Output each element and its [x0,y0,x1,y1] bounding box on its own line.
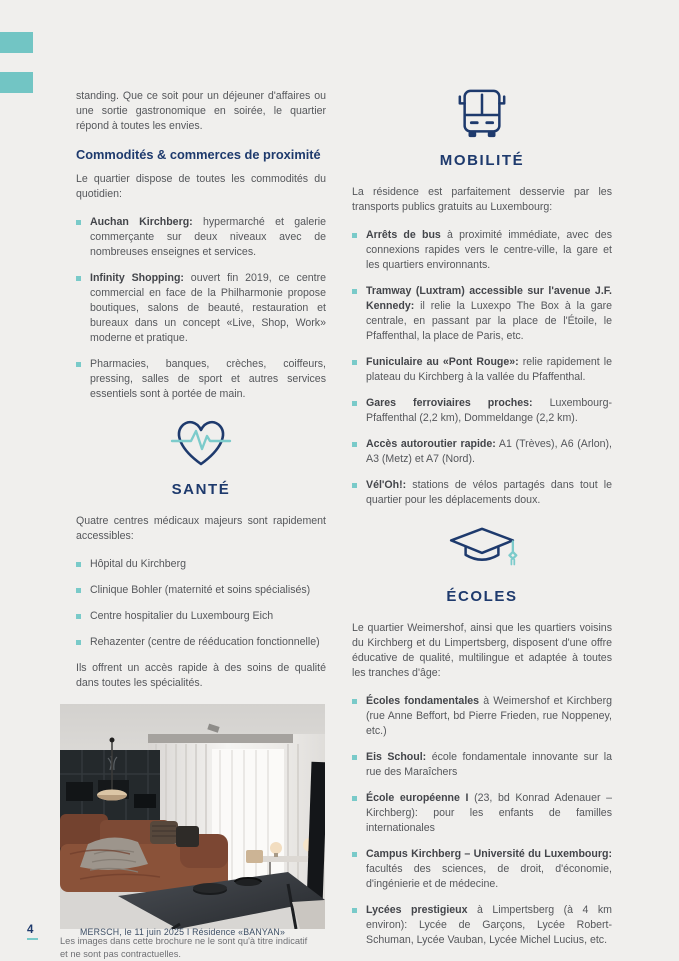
list-item [352,694,612,739]
list-item-bold-lead: Eis Schoul: [366,751,427,763]
list-item-bold-lead: Accès autoroutier rapide: [366,438,496,450]
page-number: 4 [27,924,38,940]
list-item-text: Funiculaire au «Pont Rouge»: relie rapidement le plateau du Kirchberg à la vallée du Pfaffenthal. [366,356,612,383]
intro-paragraph: standing. Que ce soit pour un déjeuner d'affaires ou une sortie gastronomique en soirée, le quartier répond à toutes les envies. [76,90,326,132]
bullet-square-icon [352,755,357,760]
bus-icon [453,88,511,142]
list-item-bold-lead: Infinity Shopping: [90,272,184,284]
list-item-text: Accès autoroutier rapide: A1 (Trèves), A6 (Arlon), A3 (Metz) et A7 (Nord). [366,438,612,465]
list-item-text: Clinique Bohler (maternité et soins spécialisés) [90,584,311,596]
sante-bullet-list [76,557,326,650]
list-item-text: Eis Schoul: école fondamentale innovante sur la rue des Maraîchers [366,751,612,778]
bullet-square-icon [76,276,81,281]
list-item-bold-lead: Vél'Oh!: [366,479,407,491]
left-column [60,0,327,961]
list-item [76,609,326,624]
list-item [76,583,326,598]
list-item [76,215,326,260]
list-item [352,750,612,780]
bullet-square-icon [352,796,357,801]
bullet-square-icon [352,483,357,488]
list-item-bold-lead: Arrêts de bus [366,229,441,241]
list-item-bold-lead: Funiculaire au «Pont Rouge»: [366,356,519,368]
heart-pulse-icon [168,413,234,471]
list-item-text: Centre hospitalier du Luxembourg Eich [90,610,274,622]
bullet-square-icon [76,562,81,567]
ecoles-bullet-list [352,694,612,948]
list-item-text: Arrêts de bus à proximité immédiate, avec des connexions rapides vers le centre-ville, la gare et les quartiers environnants. [366,229,612,271]
bullet-square-icon [76,614,81,619]
bullet-square-icon [352,401,357,406]
list-item [352,437,612,467]
bullet-square-icon [76,220,81,225]
commodites-intro: Le quartier dispose de toutes les commodités du quotidien: [76,173,326,200]
list-item [352,847,612,892]
bullet-square-icon [352,233,357,238]
right-column [352,0,612,959]
list-item-text: Campus Kirchberg – Université du Luxembourg: facultés des sciences, de droit, d'économie, d'ingénierie et de médecine. [366,848,612,890]
list-item-bold-lead: Écoles fondamentales [366,695,480,707]
list-item [352,396,612,426]
ecoles-intro: Le quartier Weimershof, ainsi que les quartiers voisins du Kirchberg et du Limpertsberg, disposent d'une offre éducative de qualité, multilingue et adaptée à toutes les tranches d'âge: [352,622,612,679]
bullet-square-icon [352,289,357,294]
ecoles-icon-wrap [352,524,612,578]
sante-title: SANTÉ [171,481,231,498]
graduation-cap-icon [445,524,519,578]
bullet-square-icon [352,908,357,913]
list-item-text: Pharmacies, banques, crèches, coiffeurs, pressing, salles de sport et autres services essentiels sont à portée de main. [90,358,326,400]
bullet-square-icon [352,852,357,857]
bullet-square-icon [76,362,81,367]
list-item-bold-lead: Gares ferroviaires proches: [366,397,533,409]
list-item [352,791,612,836]
sante-outro: Ils offrent un accès rapide à des soins de qualité dans toutes les spécialités. [76,662,326,689]
list-item [352,478,612,508]
list-item-text: Hôpital du Kirchberg [90,558,186,570]
list-item [76,271,326,346]
list-item-text: École européenne I (23, bd Konrad Adenauer – Kirchberg): pour les enfants de familles internationales [366,792,612,834]
list-item-text: Lycées prestigieux à Limpertsberg (à 4 km environ): Lycée de Garçons, Lycée Robert-Schuman, Lycée Vauban, Lycée Michel Lucius, etc. [366,904,613,946]
sante-icon-wrap [76,413,326,471]
mobilite-title: MOBILITÉ [439,152,525,169]
list-item [352,284,612,344]
footer-text: MERSCH, le 11 juin 2025 I Résidence «BANYAN» [80,927,286,937]
list-item-text: Écoles fondamentales à Weimershof et Kirchberg (rue Anne Beffort, bd Pierre Frieden, rue Noppeney, etc.) [366,695,612,737]
list-item-text: Tramway (Luxtram) accessible sur l'avenue J.F. Kennedy: il relie la Luxexpo The Box à la gare centrale, en passant par la place de l'Étoile, le Pfaffenthal, la place de Paris, etc. [366,285,612,342]
list-item [352,355,612,385]
bullet-square-icon [76,588,81,593]
list-item [76,357,326,402]
photo-caption: Les images dans cette brochure ne le sont qu'à titre indicatif et ne sont pas contractuelles. [60,936,308,959]
commodites-bullet-list [76,215,326,402]
list-item-text: Auchan Kirchberg: hypermarché et galerie commerçante sur deux niveaux avec de nombreuses enseignes et services. [90,216,327,258]
list-item-bold-lead: Campus Kirchberg – Université du Luxembourg: [366,848,612,860]
list-item [76,557,326,572]
mobilite-bullet-list [352,228,612,508]
mobilite-icon-wrap [352,88,612,142]
list-item-text: Rehazenter (centre de rééducation fonctionnelle) [90,636,320,648]
list-item-bold-lead: Lycées prestigieux [366,904,468,916]
commodites-heading: Commodités & commerces de proximité [76,147,321,162]
bullet-square-icon [76,640,81,645]
bullet-square-icon [352,360,357,365]
living-room-photo [60,704,325,929]
list-item-bold-lead: École européenne I [366,792,469,804]
page-footer [0,920,679,950]
list-item-text: Vél'Oh!: stations de vélos partagés dans tout le quartier pour les déplacements doux. [366,479,612,506]
list-item-text: Infinity Shopping: ouvert fin 2019, ce centre commercial en face de la Philharmonie propose boutiques, salons de beauté, restauration et bureaux dans un concept «Live, Shop, Work» moderne et pratique. [90,272,327,344]
list-item-bold-lead: Auchan Kirchberg: [90,216,193,228]
mobilite-intro: La résidence est parfaitement desservie par les transports publics gratuits au Luxembourg: [352,186,612,213]
list-item [352,228,612,273]
ecoles-title: ÉCOLES [446,588,518,605]
bullet-square-icon [352,699,357,704]
bullet-square-icon [352,442,357,447]
teal-decor-rect-top [0,32,33,53]
sante-intro: Quatre centres médicaux majeurs sont rapidement accessibles: [76,515,326,542]
list-item-bold-lead: Tramway (Luxtram) accessible sur l'avenue J.F. Kennedy: [366,285,612,312]
teal-decor-rect-bottom [0,72,33,93]
list-item-text: Gares ferroviaires proches: Luxembourg-Pfaffenthal (2,2 km), Dommeldange (2,2 km). [366,397,612,424]
list-item [76,635,326,650]
